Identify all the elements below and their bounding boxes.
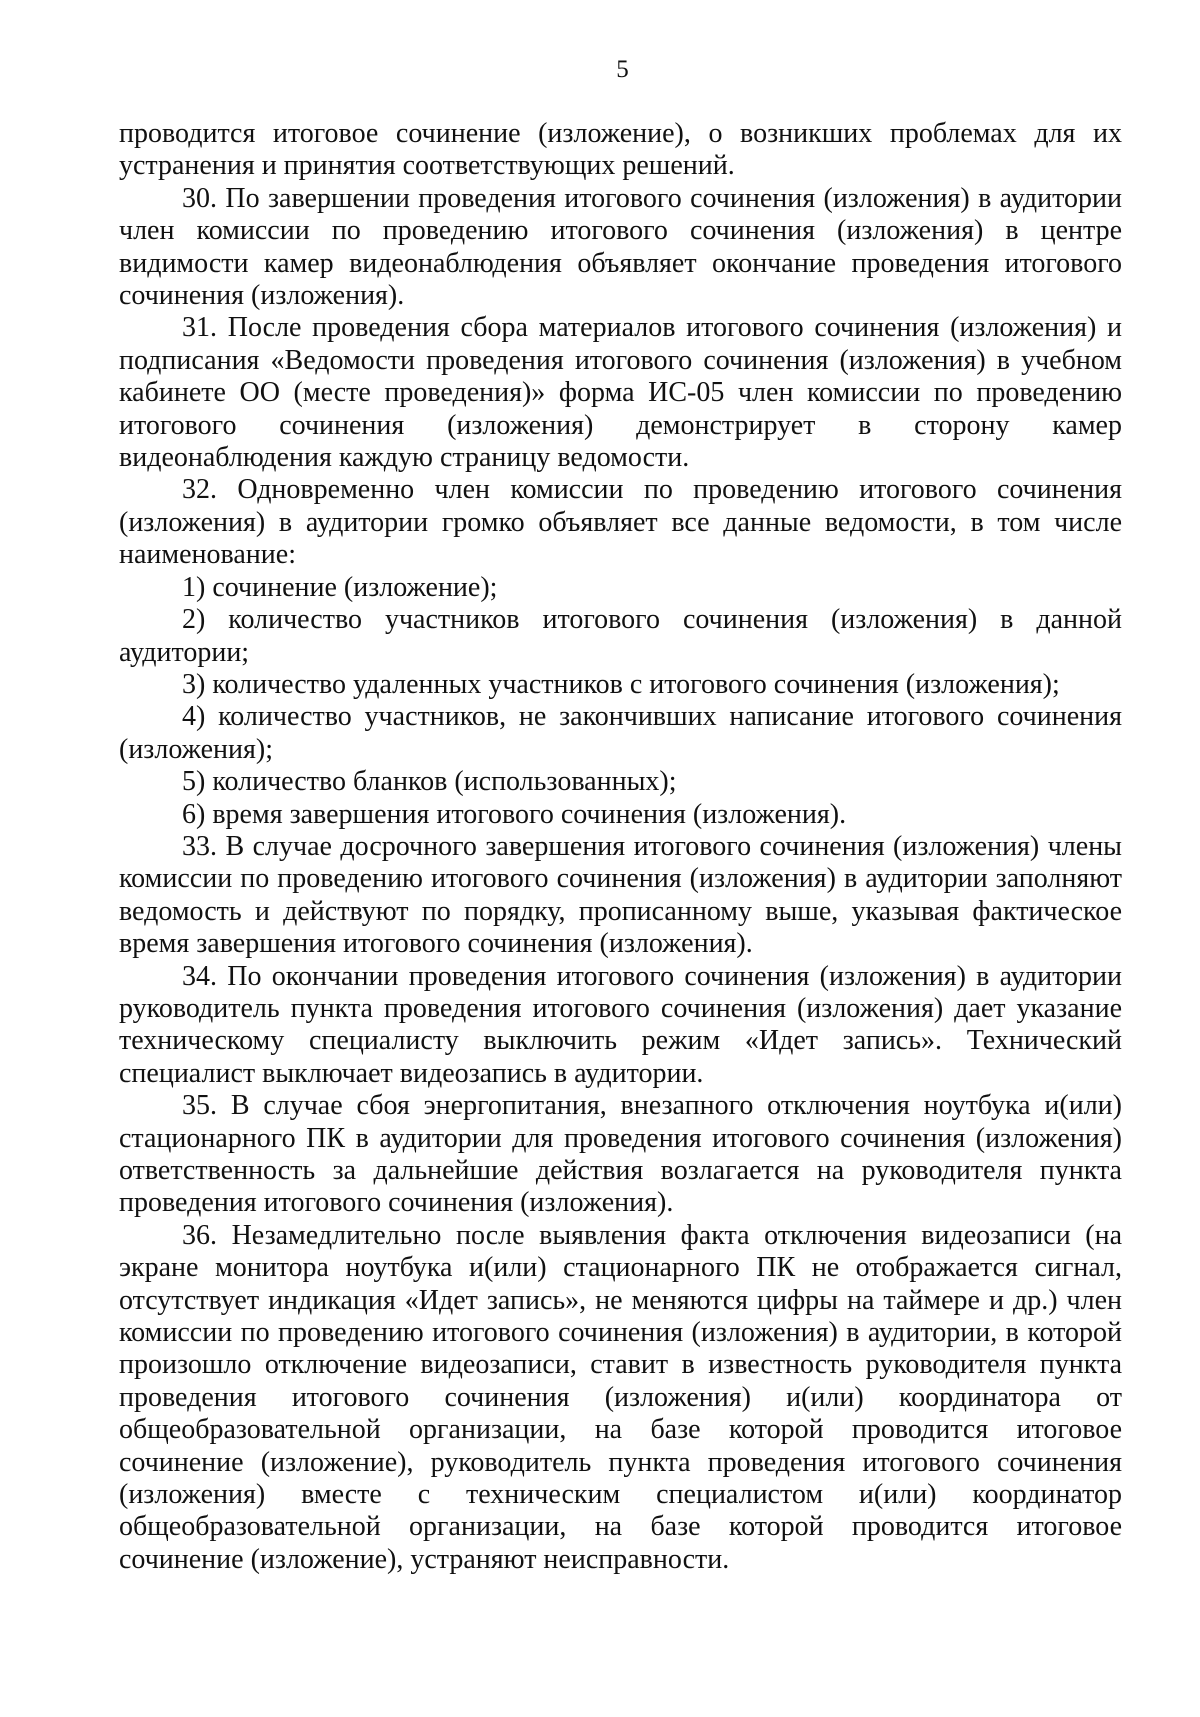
- list-item-6: 6) время завершения итогового сочинения (изложения).: [182, 798, 847, 830]
- page-number: 5: [616, 56, 629, 83]
- paragraph-32: 32. Одновременно член комиссии по проведению итогового сочинения (изложения) в аудитории громко объявляет все данные ведомости, в том числе наименование:: [119, 474, 1122, 571]
- paragraph-34: 34. По окончании проведения итогового сочинения (изложения) в аудитории руководитель пункта проведения итогового сочинения (изложения) дает указание техническому специалисту выключить режим «Идет запись». Технический специалист выключает видеозапись в аудитории.: [119, 960, 1122, 1089]
- list-item-2: 2) количество участников итогового сочинения (изложения) в данной аудитории;: [119, 604, 1122, 668]
- paragraph-33: 33. В случае досрочного завершения итогового сочинения (изложения) члены комиссии по проведению итогового сочинения (изложения) в аудитории заполняют ведомость и действуют по порядку, прописанному выше, указывая фактическое время завершения итогового сочинения (изложения).: [119, 830, 1122, 960]
- list-item-5: 5) количество бланков (использованных);: [182, 766, 677, 798]
- list-item-1: 1) сочинение (изложение);: [182, 571, 498, 603]
- paragraph-36: 36. Незамедлительно после выявления факта отключения видеозаписи (на экране монитора ноутбука и(или) стационарного ПК не отображается сигнал, отсутствует индикация «Идет запись», не меняются цифры на таймере и др.) член комиссии по проведению итогового сочинения (изложения) в аудитории, в которой произошло отключение видеозаписи, ставит в известность руководителя пункта проведения итогового сочинения (изложения) и(или) координатора от общеобразовательной организации, на базе которой проводится итоговое сочинение (изложение), руководитель пункта проведения итогового сочинения (изложения) вместе с техническим специалистом и(или) координатор общеобразовательной организации, на базе которой проводится итоговое сочинение (изложение), устраняют неисправности.: [119, 1219, 1122, 1575]
- document-body: [119, 118, 1122, 1576]
- list-item-3: 3) количество удаленных участников с итогового сочинения (изложения);: [182, 668, 1060, 700]
- paragraph-31: 31. После проведения сбора материалов итогового сочинения (изложения) и подписания «Ведомости проведения итогового сочинения (изложения) в учебном кабинете ОО (месте проведения)» форма ИС-05 член комиссии по проведению итогового сочинения (изложения) демонстрирует в сторону камер видеонаблюдения каждую страницу ведомости.: [119, 312, 1122, 474]
- paragraph-continuation: проводится итоговое сочинение (изложение), о возникших проблемах для их устранения и принятия соответствующих решений.: [119, 118, 1122, 182]
- paragraph-35: 35. В случае сбоя энергопитания, внезапного отключения ноутбука и(или) стационарного ПК в аудитории для проведения итогового сочинения (изложения) ответственность за дальнейшие действия возлагается на руководителя пункта проведения итогового сочинения (изложения).: [119, 1090, 1122, 1219]
- list-item-4: 4) количество участников, не закончивших написание итогового сочинения (изложения);: [119, 701, 1122, 765]
- paragraph-30: 30. По завершении проведения итогового сочинения (изложения) в аудитории член комиссии по проведению итогового сочинения (изложения) в центре видимости камер видеонаблюдения объявляет окончание проведения итогового сочинения (изложения).: [119, 182, 1122, 312]
